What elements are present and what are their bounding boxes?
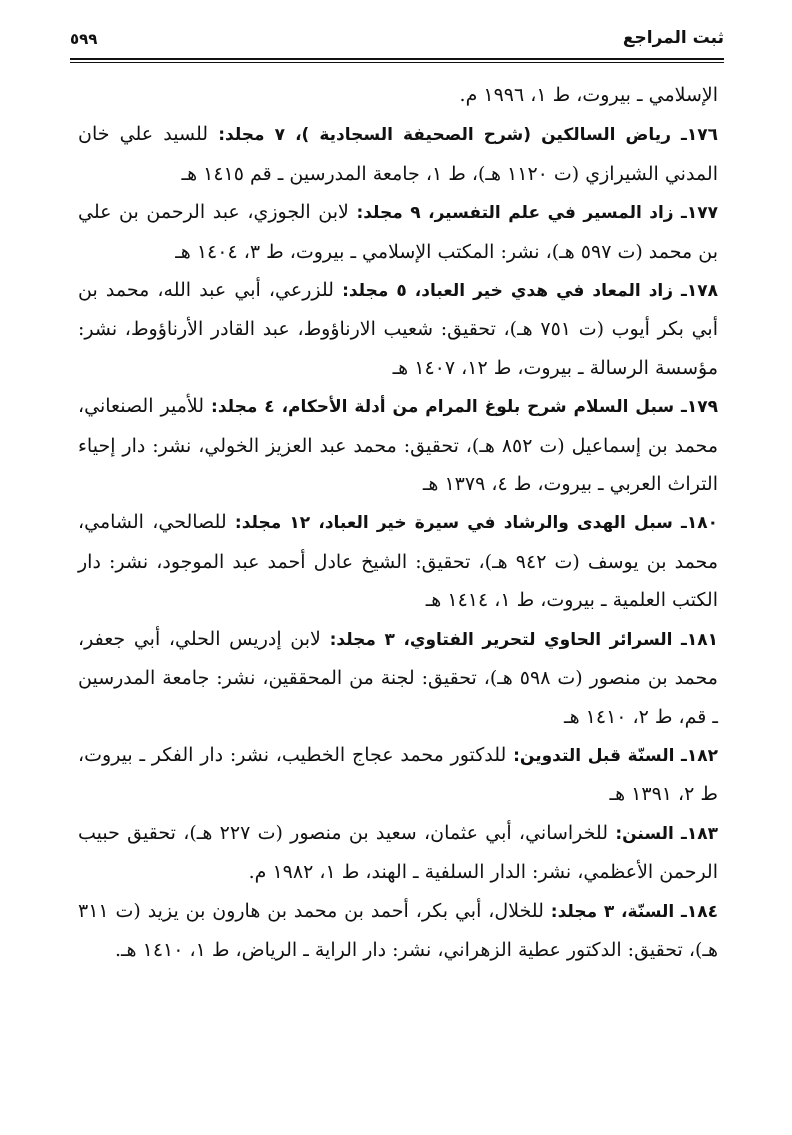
entry-heading: ١٨٣ـ السنن: xyxy=(615,823,718,844)
entry-text: للسيد علي خان المدني الشيرازي (ت ١١٢٠ هـ)، ط ١، جامعة المدرسين ـ قم ١٤١٥ هـ xyxy=(78,123,718,185)
reference-entry xyxy=(78,115,718,193)
entry-text: الإسلامي ـ بيروت، ط ١، ١٩٩٦ م. xyxy=(459,84,718,106)
page-number: ٥٩٩ xyxy=(70,30,98,48)
entry-text: للأمير الصنعاني، محمد بن إسماعيل (ت ٨٥٢ هـ)، تحقيق: محمد عبد العزيز الخولي، نشر: دار إحياء التراث العربي ـ بيروت، ط ٤، ١٣٧٩ هـ xyxy=(78,395,718,496)
entry-heading: ١٧٩ـ سبل السلام شرح بلوغ المرام من أدلة الأحكام، ٤ مجلد: xyxy=(211,397,718,418)
reference-entry xyxy=(78,193,718,271)
entry-heading: ١٨٢ـ السنّة قبل التدوين: xyxy=(513,745,718,766)
reference-entry xyxy=(78,503,718,619)
entry-text: للخلال، أبي بكر، أحمد بن محمد بن هارون بن يزيد (ت ٣١١ هـ)، تحقيق: الدكتور عطية الزهراني، نشر: دار الراية ـ الرياض، ط ١، ١٤١٠ هـ. xyxy=(78,899,718,961)
entry-text: للدكتور محمد عجاج الخطيب، نشر: دار الفكر ـ بيروت، ط ٢، ١٣٩١ هـ xyxy=(78,743,718,806)
header-rule-thin xyxy=(70,62,724,63)
header-rule xyxy=(70,58,724,60)
entry-text: للصالحي، الشامي، محمد بن يوسف (ت ٩٤٢ هـ)، تحقيق: الشيخ عادل أحمد عبد الموجود، نشر: دار الكتب العلمية ـ بيروت، ط ١، ١٤١٤ هـ xyxy=(78,511,718,612)
reference-entry xyxy=(78,814,718,892)
entry-heading: ١٨٤ـ السنّة، ٣ مجلد: xyxy=(550,901,718,922)
entry-text: لابن الجوزي، عبد الرحمن بن علي بن محمد (ت ٥٩٧ هـ)، نشر: المكتب الإسلامي ـ بيروت، ط ٣، ١٤٠٤ هـ xyxy=(78,201,718,263)
running-title: ثبت المراجع xyxy=(622,28,724,48)
reference-entry xyxy=(78,892,718,970)
entry-text: للزرعي، أبي عبد الله، محمد بن أبي بكر أيوب (ت ٧٥١ هـ)، تحقيق: شعيب الارناؤوط، عبد القادر الأرناؤوط، نشر: مؤسسة الرسالة ـ بيروت، ط ١٢، ١٤٠٧ هـ xyxy=(78,279,718,379)
entry-heading: ١٨٠ـ سبل الهدى والرشاد في سيرة خير العباد، ١٢ مجلد: xyxy=(234,513,718,534)
reference-entry xyxy=(78,387,718,503)
reference-entry xyxy=(78,271,718,387)
entry-text: للخراساني، أبي عثمان، سعيد بن منصور (ت ٢٢٧ هـ)، تحقيق حبيب الرحمن الأعظمي، نشر: الدار السلفية ـ الهند، ط ١، ١٩٨٢ م. xyxy=(78,821,718,884)
reference-entry xyxy=(78,76,718,115)
page-header xyxy=(70,28,724,58)
entry-text: لابن إدريس الحلي، أبي جعفر، محمد بن منصور (ت ٥٩٨ هـ)، تحقيق: لجنة من المحققين، نشر: جامعة المدرسين ـ قم، ط ٢، ١٤١٠ هـ xyxy=(78,627,718,728)
references-list xyxy=(78,76,718,969)
reference-entry xyxy=(78,736,718,814)
reference-entry xyxy=(78,620,718,736)
entry-heading: ١٧٧ـ زاد المسير في علم التفسير، ٩ مجلد: xyxy=(356,203,719,224)
entry-heading: ١٧٨ـ زاد المعاد في هدي خير العباد، ٥ مجلد: xyxy=(342,281,718,302)
entry-heading: ١٨١ـ السرائر الحاوي لتحرير الفتاوي، ٣ مجلد: xyxy=(329,629,718,650)
entry-heading: ١٧٦ـ رياض السالكين (شرح الصحيفة السجادية )، ٧ مجلد: xyxy=(218,125,718,146)
